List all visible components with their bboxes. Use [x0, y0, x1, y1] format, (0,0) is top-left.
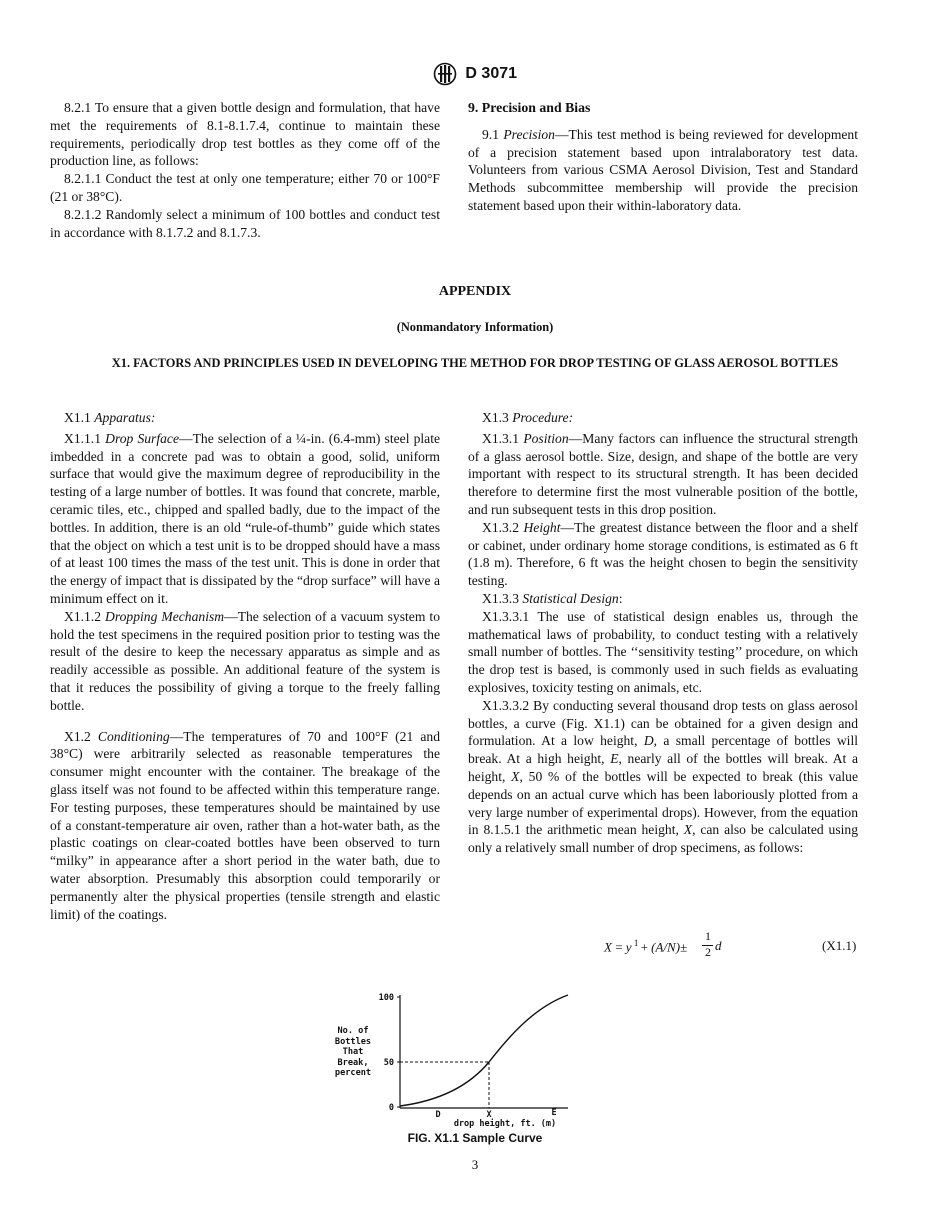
para-9-1-num: 9.1 — [482, 126, 504, 142]
para-x1-3-3-colon: : — [618, 590, 623, 606]
para-x1-1-1-num: X1.1.1 — [64, 430, 106, 446]
para-x1-2-num: X1.2 — [64, 728, 98, 744]
section-9-title: 9. Precision and Bias — [468, 100, 591, 115]
para-9-1-text: —This test method is being reviewed for development of a precision statement based upon intralaboratory test data. Volunteers from various CSMA Aerosol Division, Test and Standard Methods subcommittee membership will provide the precision statement based upon their within-laboratory data. — [468, 126, 859, 213]
xtick-label-X: X — [486, 1110, 492, 1120]
ylabel-line-2: Bottles — [334, 1036, 372, 1047]
eq-sup: 1 — [631, 938, 641, 948]
para-9-1-term: Precision — [503, 126, 555, 142]
eq-a-over-n: (A/N) — [651, 939, 681, 955]
para-x1-3-2-text: —The greatest distance between the floor and a shelf or cabinet, under ordinary home storage conditions, is estimated as 6 ft (1.8 m). Therefore, 6 ft was the height chosen to begin the sensitivity testing. — [468, 519, 858, 589]
section-8-2-1-text — [50, 99, 440, 241]
var-E: E — [610, 751, 619, 767]
para-x1-3-3-2-e: , can also be calculated using only a relatively small number of drop specimens, as follows: — [468, 822, 858, 856]
ylabel-line-3: That — [342, 1047, 364, 1058]
para-x1-1-1 — [50, 430, 440, 608]
ylabel-line-5: percent — [334, 1068, 372, 1079]
para-x1-3-3-2-b: , a small percentage of bottles will break. At a high height, — [468, 733, 859, 767]
para-x1-1-1-text: —The selection of a ¼-in. (6.4-mm) steel plate imbedded in a concrete pad was to obtain a good, solid, uniform surface that would give the maximum degree of reproducibility in the testing of a large number of bottles. It was found that concrete, marble, ceramic tiles, etc., chipped and spalled badly, due to the impact of the bottles. In addition, there is an old “rule-of-thumb” guide which states that the object on which a test unit is to be dropped should have a mass of at least 100 times the mass of the test unit. This is done in order that the energy of impact that is dissipated by the “drop surface” will have a minimum effect on it. — [50, 430, 441, 606]
para-x1-3-num: X1.3 — [482, 410, 513, 425]
para-x1-1-term: Apparatus: — [94, 410, 156, 425]
para-x1-3-1 — [468, 430, 858, 519]
appendix-right-column — [468, 409, 858, 857]
figure-caption: FIG. X1.1 Sample Curve — [407, 1131, 543, 1145]
para-x1-3-1-text: —Many factors can influence the structural strength of a glass aerosol bottle. Size, design, and shape of the bottle are very important with respect to its structural strength. It has been decided therefore to determine first the most vulnerable position of the bottle, and run subsequent tests in this drop position. — [468, 430, 859, 517]
ytick-label-100: 100 — [378, 993, 394, 1003]
appendix-section-title: X1. FACTORS AND PRINCIPLES USED IN DEVELOPING THE METHOD FOR DROP TESTING OF GLASS AEROSOL BOTTLES — [111, 356, 839, 370]
para-x1-3-3-term: Statistical Design — [522, 590, 619, 606]
para-x1-1-2 — [50, 608, 440, 715]
eq-d: d — [715, 938, 722, 953]
document-header — [0, 62, 950, 86]
document-designation: D 3071 — [465, 65, 518, 82]
para-8-2-1: 8.2.1 To ensure that a given bottle design and formulation, that have met the requirements of 8.1-8.1.7.4, continue to maintain these requirements, periodically drop test bottles as they come off of the production line, as follows: — [50, 100, 440, 169]
para-x1-2-text: —The temperatures of 70 and 100°F (21 and 38°C) were arbitrarily selected as reasonable temperatures the consumer might encounter with the container. The breakage of the glass itself was not found to be affected within this temperature range. For testing purposes, these temperatures should be maintained by use of a constant-temperature air oven, rather than a hot-water bath, as the plastic coatings on clear-coated bottles have been observed to turn “milky” in appearance after a short period in the water bath, due to water absorption. Presumably this absorption could temporarily or permanently alter the physical properties (tensile strength and elastic limit) of the coatings. — [50, 728, 440, 922]
para-x1-3-3-num: X1.3.3 — [482, 590, 523, 606]
para-8-2-1-2: 8.2.1.2 Randomly select a minimum of 100 bottles and conduct test in accordance with 8.1.7.2 and 8.1.7.3. — [50, 206, 440, 240]
para-x1-2 — [50, 728, 440, 924]
section-9-precision — [468, 99, 858, 215]
var-X-2: X — [683, 822, 693, 838]
eq-label: (X1.1) — [822, 938, 857, 953]
para-x1-2-term: Conditioning — [97, 728, 170, 744]
eq-plus: + — [640, 939, 652, 955]
para-x1-1 — [50, 409, 440, 427]
para-x1-1-2-num: X1.1.2 — [64, 608, 106, 624]
page-number: 3 — [471, 1157, 479, 1172]
para-x1-3-3-1: X1.3.3.1 The use of statistical design enables us, through the mathematical laws of probability, to conduct testing with a relatively small number of bottles. The ‘‘sensitivity testing’’ procedure, on which the drop test is based, is commonly used in such fields as evaluating explosives, toxicity testing on animals, etc. — [468, 608, 858, 695]
para-x1-3-1-term: Position — [523, 430, 569, 446]
para-x1-3 — [468, 409, 858, 427]
para-x1-1-2-text: —The selection of a vacuum system to hold the test specimens in the required position prior to testing was the result of the desire to keep the necessary apparatus as simple and as readily accessible as possible. An additional feature of the system is that it reduces the possibility of giving a torque to the freely falling bottle. — [50, 608, 440, 713]
para-x1-3-3-2-d: , 50 % of the bottles will be expected to break (this value depends on an actual curve which has been laboriously plotted from a very large number of experimental drops). However, from the equation in 8.1.5.1 the arithmetic mean height, — [468, 768, 859, 838]
ylabel-line-1: No. of — [337, 1026, 369, 1036]
eq-plusminus: ± — [680, 939, 688, 955]
para-x1-3-3 — [468, 590, 858, 608]
para-x1-3-1-num: X1.3.1 — [482, 430, 524, 446]
eq-fraction-den: 2 — [705, 945, 711, 959]
para-x1-3-3-2-c: , nearly all of the bottles will break. At a height, — [468, 751, 859, 784]
para-x1-3-2 — [468, 519, 858, 590]
var-D: D — [643, 733, 654, 749]
astm-logo-icon — [433, 62, 457, 86]
eq-lhs: X — [604, 939, 612, 955]
var-X: X — [511, 768, 520, 784]
para-x1-3-3-2-a: X1.3.3.2 By conducting several thousand drop tests on glass aerosol bottles, a curve (Fig. X1.1) can be obtained for a given design and formulation. At a low height, — [468, 697, 858, 749]
sample-curve-chart — [370, 985, 590, 1130]
ylabel-line-4: Break, — [337, 1057, 369, 1068]
para-x1-1-1-term: Drop Surface — [105, 430, 179, 446]
appendix-title: APPENDIX — [438, 284, 512, 299]
para-x1-1-2-term: Dropping Mechanism — [105, 608, 225, 624]
eq-fraction-num: 1 — [705, 929, 711, 943]
appendix-subtitle: (Nonmandatory Information) — [396, 320, 554, 334]
para-9-1 — [468, 126, 858, 215]
para-x1-1-num: X1.1 — [64, 410, 95, 425]
para-x1-3-3-2 — [468, 697, 858, 857]
eq-equals: = — [611, 939, 626, 955]
ytick-label-50: 50 — [383, 1058, 394, 1068]
xtick-label-D: D — [435, 1110, 441, 1120]
para-x1-3-term: Procedure: — [512, 410, 574, 425]
xtick-label-E: E — [551, 1108, 557, 1118]
equation-x1-1 — [604, 931, 864, 961]
para-x1-3-2-term: Height — [523, 519, 561, 535]
appendix-left-column — [50, 409, 440, 923]
equation-body — [604, 938, 687, 955]
chart-xlabel: drop height, ft. (m) — [453, 1119, 557, 1129]
ytick-label-0: 0 — [388, 1103, 394, 1113]
para-8-2-1-1: 8.2.1.1 Conduct the test at only one temperature; either 70 or 100°F (21 or 38°C). — [50, 171, 440, 204]
eq-y: y — [625, 939, 632, 955]
sample-curve-line — [400, 995, 568, 1106]
para-x1-3-2-num: X1.3.2 — [482, 519, 524, 535]
